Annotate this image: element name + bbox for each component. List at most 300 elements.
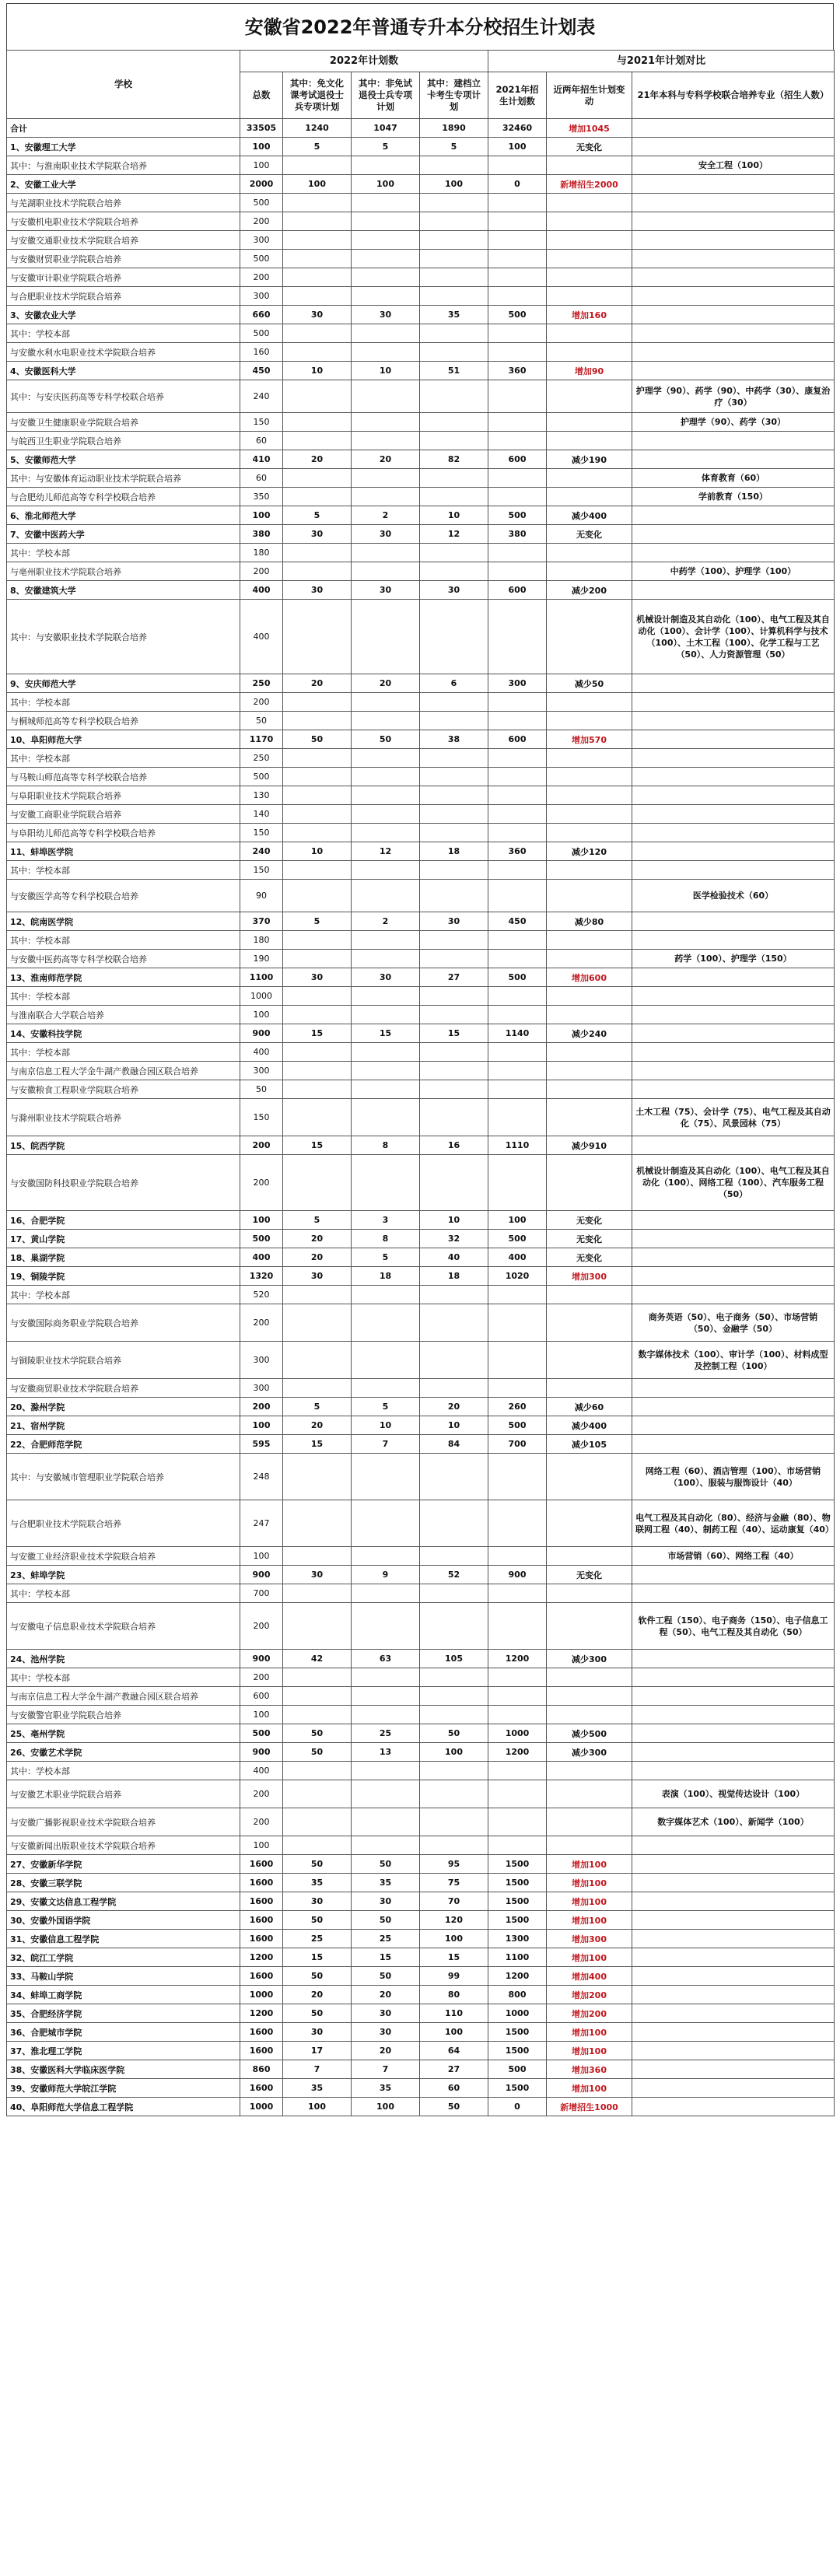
school-row [7, 2004, 835, 2023]
c3-cell: 18 [420, 1267, 488, 1286]
c3-cell [420, 1603, 488, 1650]
change-cell: 减少300 [547, 1650, 632, 1668]
major-cell [632, 1855, 835, 1874]
c3-cell [420, 432, 488, 450]
change-cell: 减少120 [547, 842, 632, 861]
c1-cell: 35 [283, 1874, 352, 1892]
school-name-cell: 与芜湖职业技术学院联合培养 [7, 194, 240, 212]
school-row [7, 968, 835, 987]
school-name-cell: 23、蚌埠学院 [7, 1566, 240, 1584]
major-cell [632, 1230, 835, 1248]
school-name-cell: 其中：学校本部 [7, 1762, 240, 1780]
c2-cell: 100 [352, 175, 420, 194]
total-cell: 247 [240, 1500, 283, 1547]
total-cell: 1600 [240, 1874, 283, 1892]
major-cell [632, 1286, 835, 1304]
total-cell: 595 [240, 1435, 283, 1454]
major-cell: 数字媒体艺术（100）、新闻学（100） [632, 1808, 835, 1836]
c1-cell [283, 469, 352, 488]
c2-cell [352, 432, 420, 450]
c4-cell: 1500 [488, 1855, 547, 1874]
school-name-cell: 其中：学校本部 [7, 749, 240, 768]
c1-cell: 20 [283, 1416, 352, 1435]
c3-cell [420, 212, 488, 231]
change-cell: 减少400 [547, 1416, 632, 1435]
c4-cell: 0 [488, 175, 547, 194]
school-name-cell: 8、安徽建筑大学 [7, 581, 240, 600]
total-cell: 250 [240, 674, 283, 693]
total-cell: 1100 [240, 968, 283, 987]
total-cell: 370 [240, 912, 283, 931]
change-cell: 增加100 [547, 1948, 632, 1967]
c4-cell [488, 1155, 547, 1211]
c1-cell [283, 600, 352, 674]
c2-cell [352, 343, 420, 362]
c1-cell: 100 [283, 175, 352, 194]
c3-cell [420, 1062, 488, 1080]
change-cell [547, 562, 632, 581]
change-cell [547, 1762, 632, 1780]
change-cell: 增加160 [547, 306, 632, 324]
total-cell: 100 [240, 1836, 283, 1855]
c4-cell [488, 1342, 547, 1379]
c2-cell: 30 [352, 968, 420, 987]
sub-row [7, 1603, 835, 1650]
school-name-cell: 与安徽艺术职业学院联合培养 [7, 1780, 240, 1808]
change-cell: 无变化 [547, 138, 632, 156]
total-cell: 2000 [240, 175, 283, 194]
total-cell: 900 [240, 1650, 283, 1668]
school-name-cell: 与阜阳幼儿师范高等专科学校联合培养 [7, 824, 240, 842]
c4-cell [488, 861, 547, 880]
school-name-cell: 35、合肥经济学院 [7, 2004, 240, 2023]
total-cell: 240 [240, 380, 283, 413]
c1-cell [283, 786, 352, 805]
c3-cell: 35 [420, 306, 488, 324]
school-name-cell: 37、淮北理工学院 [7, 2042, 240, 2060]
c4-cell [488, 880, 547, 912]
change-cell [547, 1379, 632, 1398]
c4-cell [488, 250, 547, 268]
sub-row [7, 880, 835, 912]
change-cell [547, 712, 632, 730]
c3-cell [420, 1342, 488, 1379]
c3-cell: 20 [420, 1398, 488, 1416]
c4-cell [488, 156, 547, 175]
change-cell [547, 1454, 632, 1500]
c1-cell [283, 268, 352, 287]
c4-cell: 1200 [488, 1967, 547, 1986]
major-cell [632, 1948, 835, 1967]
c3-cell: 70 [420, 1892, 488, 1911]
total-cell: 1000 [240, 1986, 283, 2004]
school-name-cell: 39、安徽师范大学皖江学院 [7, 2079, 240, 2098]
total-cell: 300 [240, 231, 283, 250]
school-name-cell: 与皖西卫生职业学院联合培养 [7, 432, 240, 450]
major-cell [632, 805, 835, 824]
total-cell: 500 [240, 194, 283, 212]
school-name-cell: 与合肥幼儿师范高等专科学校联合培养 [7, 488, 240, 506]
school-row [7, 2023, 835, 2042]
c4-cell: 360 [488, 362, 547, 380]
c3-cell: 30 [420, 912, 488, 931]
change-cell: 增加100 [547, 1892, 632, 1911]
header-group-2021: 与2021年计划对比 [488, 51, 835, 72]
c2-cell [352, 1780, 420, 1808]
total-cell: 200 [240, 1398, 283, 1416]
total-cell: 520 [240, 1286, 283, 1304]
total-cell: 1600 [240, 1967, 283, 1986]
sub-row [7, 749, 835, 768]
school-name-cell: 4、安徽医科大学 [7, 362, 240, 380]
school-name-cell: 11、蚌埠医学院 [7, 842, 240, 861]
c4-cell [488, 287, 547, 306]
c3-cell [420, 1080, 488, 1099]
total-cell: 180 [240, 931, 283, 950]
major-cell: 体育教育（60） [632, 469, 835, 488]
school-name-cell: 与安徽警官职业学院联合培养 [7, 1706, 240, 1724]
c4-cell: 500 [488, 1230, 547, 1248]
c4-cell [488, 786, 547, 805]
sub-row [7, 1668, 835, 1687]
c2-cell [352, 194, 420, 212]
header-c5: 近两年招生计划变动 [547, 72, 632, 119]
change-cell: 增加100 [547, 2023, 632, 2042]
c2-cell: 50 [352, 730, 420, 749]
c3-cell: 10 [420, 1211, 488, 1230]
change-cell [547, 488, 632, 506]
c1-cell: 30 [283, 1267, 352, 1286]
major-cell: 数字媒体技术（100）、审计学（100）、材料成型及控制工程（100） [632, 1342, 835, 1379]
change-cell: 减少190 [547, 450, 632, 469]
school-row [7, 138, 835, 156]
major-cell [632, 693, 835, 712]
c4-cell [488, 1043, 547, 1062]
c2-cell [352, 1006, 420, 1024]
major-cell [632, 1836, 835, 1855]
school-row [7, 1248, 835, 1267]
c1-cell [283, 749, 352, 768]
c1-cell: 50 [283, 1743, 352, 1762]
change-cell: 增加570 [547, 730, 632, 749]
total-cell: 900 [240, 1743, 283, 1762]
c3-cell: 10 [420, 506, 488, 525]
change-cell [547, 987, 632, 1006]
c4-cell [488, 1286, 547, 1304]
school-name-cell: 与淮南联合大学联合培养 [7, 1006, 240, 1024]
sub-row [7, 194, 835, 212]
change-cell [547, 1780, 632, 1808]
c1-cell [283, 1006, 352, 1024]
sub-row [7, 1080, 835, 1099]
school-name-cell: 其中：学校本部 [7, 1668, 240, 1687]
c1-cell: 30 [283, 581, 352, 600]
c1-cell [283, 1062, 352, 1080]
major-cell [632, 842, 835, 861]
c4-cell: 1000 [488, 2004, 547, 2023]
c3-cell [420, 343, 488, 362]
c1-cell: 50 [283, 1967, 352, 1986]
school-row [7, 1874, 835, 1892]
school-name-cell: 与安徽机电职业技术学院联合培养 [7, 212, 240, 231]
change-cell: 无变化 [547, 1211, 632, 1230]
total-cell: 600 [240, 1687, 283, 1706]
school-name-cell: 18、巢湖学院 [7, 1248, 240, 1267]
c2-cell [352, 1043, 420, 1062]
c3-cell: 40 [420, 1248, 488, 1267]
change-cell: 无变化 [547, 1566, 632, 1584]
school-name-cell: 与安徽中医药高等专科学校联合培养 [7, 950, 240, 968]
c3-cell: 18 [420, 842, 488, 861]
major-cell [632, 861, 835, 880]
c3-cell [420, 324, 488, 343]
total-cell: 150 [240, 413, 283, 432]
school-name-cell: 36、合肥城市学院 [7, 2023, 240, 2042]
school-row [7, 2079, 835, 2098]
change-cell [547, 1706, 632, 1724]
c2-cell [352, 1080, 420, 1099]
c1-cell [283, 212, 352, 231]
major-cell [632, 2023, 835, 2042]
c2-cell [352, 488, 420, 506]
c3-cell [420, 488, 488, 506]
change-cell [547, 1500, 632, 1547]
c2-cell [352, 824, 420, 842]
change-cell: 新增招生1000 [547, 2098, 632, 2116]
c3-cell [420, 1500, 488, 1547]
c1-cell [283, 1155, 352, 1211]
c1-cell: 5 [283, 1398, 352, 1416]
c2-cell: 35 [352, 1874, 420, 1892]
c3-cell: 84 [420, 1435, 488, 1454]
school-name-cell: 2、安徽工业大学 [7, 175, 240, 194]
c1-cell [283, 1379, 352, 1398]
total-cell: 100 [240, 1006, 283, 1024]
sub-row [7, 1500, 835, 1547]
total-cell: 100 [240, 506, 283, 525]
sub-row [7, 693, 835, 712]
school-row [7, 2042, 835, 2060]
total-cell: 900 [240, 1024, 283, 1043]
sub-row [7, 1099, 835, 1136]
c2-cell [352, 1547, 420, 1566]
c3-cell: 27 [420, 968, 488, 987]
c4-cell: 1100 [488, 1948, 547, 1967]
c1-cell: 50 [283, 1911, 352, 1930]
change-cell [547, 469, 632, 488]
c2-cell [352, 250, 420, 268]
c3-cell: 50 [420, 1724, 488, 1743]
change-cell [547, 1603, 632, 1650]
c4-cell: 900 [488, 1566, 547, 1584]
school-row [7, 1267, 835, 1286]
header-school: 学校 [7, 51, 240, 119]
total-cell: 100 [240, 1706, 283, 1724]
c4-cell [488, 544, 547, 562]
school-name-cell: 与安徽商贸职业技术学院联合培养 [7, 1379, 240, 1398]
c2-cell [352, 712, 420, 730]
school-row [7, 2060, 835, 2079]
c2-cell: 7 [352, 2060, 420, 2079]
c4-cell [488, 231, 547, 250]
c4-cell: 500 [488, 306, 547, 324]
c3-cell: 100 [420, 1743, 488, 1762]
school-name-cell: 与铜陵职业技术学院联合培养 [7, 1342, 240, 1379]
total-cell: 1600 [240, 2042, 283, 2060]
total-cell: 900 [240, 1566, 283, 1584]
change-cell: 减少300 [547, 1743, 632, 1762]
c4-cell: 500 [488, 2060, 547, 2079]
total-cell: 1170 [240, 730, 283, 749]
c1-cell: 10 [283, 362, 352, 380]
c4-cell: 260 [488, 1398, 547, 1416]
c3-cell: 27 [420, 2060, 488, 2079]
school-row [7, 674, 835, 693]
c4-cell: 0 [488, 2098, 547, 2116]
major-cell [632, 175, 835, 194]
sub-row [7, 1706, 835, 1724]
total-cell: 200 [240, 268, 283, 287]
school-name-cell: 与亳州职业技术学院联合培养 [7, 562, 240, 581]
major-cell [632, 212, 835, 231]
c3-cell [420, 231, 488, 250]
change-cell: 增加300 [547, 1267, 632, 1286]
school-name-cell: 与安徽国防科技职业学院联合培养 [7, 1155, 240, 1211]
total-cell: 400 [240, 581, 283, 600]
header-c6: 21年本科与专科学校联合培养专业（招生人数） [632, 72, 835, 119]
c2-cell [352, 212, 420, 231]
c2-cell: 50 [352, 1911, 420, 1930]
c3-cell [420, 1006, 488, 1024]
c1-cell: 20 [283, 674, 352, 693]
total-cell: 660 [240, 306, 283, 324]
c1-cell [283, 1706, 352, 1724]
school-row [7, 306, 835, 324]
change-cell [547, 768, 632, 786]
sub-row [7, 1006, 835, 1024]
school-name-cell: 32、皖江工学院 [7, 1948, 240, 1967]
c2-cell [352, 1808, 420, 1836]
school-row [7, 1724, 835, 1743]
total-cell: 1000 [240, 2098, 283, 2116]
major-cell: 软件工程（150）、电子商务（150）、电子信息工程（50）、电气工程及其自动化（50） [632, 1603, 835, 1650]
c3-cell: 10 [420, 1416, 488, 1435]
change-cell [547, 1547, 632, 1566]
c2-cell: 12 [352, 842, 420, 861]
change-cell: 增加300 [547, 1930, 632, 1948]
total-cell: 1600 [240, 1930, 283, 1948]
c3-cell [420, 987, 488, 1006]
major-cell [632, 506, 835, 525]
c3-cell [420, 1687, 488, 1706]
total-cell: 500 [240, 768, 283, 786]
major-cell [632, 912, 835, 931]
school-name-cell: 26、安徽艺术学院 [7, 1743, 240, 1762]
c4-cell: 1140 [488, 1024, 547, 1043]
school-name-cell: 与桐城师范高等专科学校联合培养 [7, 712, 240, 730]
school-row [7, 2098, 835, 2116]
c1-cell: 5 [283, 1211, 352, 1230]
change-cell [547, 1006, 632, 1024]
c1-cell: 50 [283, 730, 352, 749]
school-name-cell: 12、皖南医学院 [7, 912, 240, 931]
major-cell: 学前教育（150） [632, 488, 835, 506]
c2-cell: 25 [352, 1930, 420, 1948]
major-cell [632, 544, 835, 562]
major-cell [632, 824, 835, 842]
total-cell: 1600 [240, 1911, 283, 1930]
total-cell: 200 [240, 1668, 283, 1687]
c1-cell [283, 413, 352, 432]
c3-cell [420, 1836, 488, 1855]
c2-cell [352, 287, 420, 306]
school-name-cell: 9、安庆师范大学 [7, 674, 240, 693]
school-name-cell: 与安徽工商职业学院联合培养 [7, 805, 240, 824]
school-name-cell: 与合肥职业技术学院联合培养 [7, 1500, 240, 1547]
total-cell: 300 [240, 1342, 283, 1379]
major-cell [632, 2060, 835, 2079]
c3-cell [420, 1706, 488, 1724]
c1-cell: 5 [283, 912, 352, 931]
c4-cell [488, 1304, 547, 1342]
c3-cell: 5 [420, 138, 488, 156]
c3-cell [420, 1668, 488, 1687]
change-cell: 无变化 [547, 1248, 632, 1267]
c2-cell: 7 [352, 1435, 420, 1454]
c4-cell [488, 469, 547, 488]
c2-cell: 20 [352, 450, 420, 469]
c1-cell [283, 544, 352, 562]
c4-cell [488, 1584, 547, 1603]
c4-cell: 100 [488, 138, 547, 156]
c1-cell [283, 343, 352, 362]
change-cell [547, 805, 632, 824]
c1-cell: 7 [283, 2060, 352, 2079]
c3-cell [420, 950, 488, 968]
c1-cell [283, 156, 352, 175]
school-name-cell: 其中：学校本部 [7, 931, 240, 950]
c3-cell: 100 [420, 2023, 488, 2042]
c4-cell [488, 324, 547, 343]
c4-cell [488, 712, 547, 730]
change-cell [547, 250, 632, 268]
school-name-cell: 其中：学校本部 [7, 1043, 240, 1062]
total-cell: 100 [240, 1211, 283, 1230]
c2-cell [352, 1762, 420, 1780]
change-cell [547, 1043, 632, 1062]
major-cell [632, 250, 835, 268]
school-name-cell: 与安徽医学高等专科学校联合培养 [7, 880, 240, 912]
c1-cell: 50 [283, 1724, 352, 1743]
c1-cell [283, 1286, 352, 1304]
c1-cell [283, 712, 352, 730]
school-name-cell: 10、阜阳师范大学 [7, 730, 240, 749]
c3-cell: 52 [420, 1566, 488, 1584]
sub-row [7, 1062, 835, 1080]
c1-cell [283, 1836, 352, 1855]
total-cell: 450 [240, 362, 283, 380]
c1-cell [283, 861, 352, 880]
major-cell [632, 674, 835, 693]
c3-cell: 51 [420, 362, 488, 380]
c3-cell [420, 1762, 488, 1780]
c2-cell: 30 [352, 525, 420, 544]
school-row [7, 1743, 835, 1762]
change-cell [547, 749, 632, 768]
c4-cell: 1300 [488, 1930, 547, 1948]
total-cell: 1320 [240, 1267, 283, 1286]
major-cell: 市场营销（60）、网络工程（40） [632, 1547, 835, 1566]
